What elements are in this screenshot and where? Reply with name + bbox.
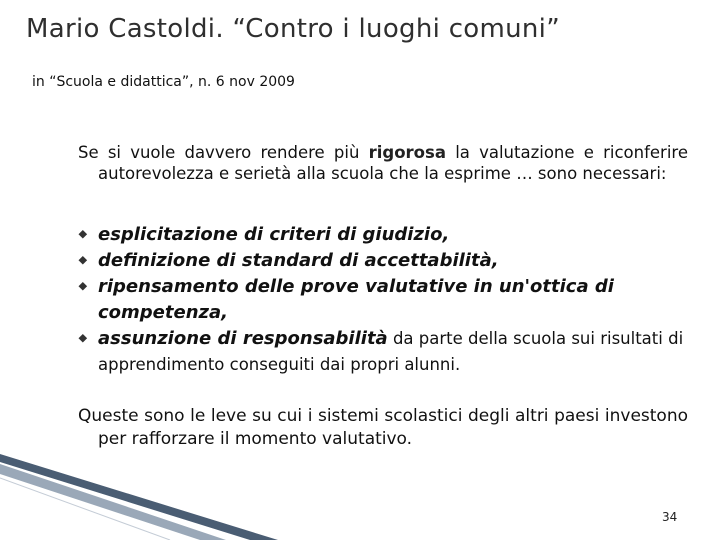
page-number: 34: [662, 510, 678, 524]
list-item-continuation: da parte della scuola sui risultati di apprendimento conseguiti dai propri alunni.: [98, 329, 684, 374]
diamond-bullet-icon: ⯁: [78, 228, 88, 242]
diamond-bullet-icon: ⯁: [78, 254, 88, 268]
decor-wedge-light: [0, 464, 226, 540]
diamond-bullet-icon: ⯁: [78, 280, 88, 294]
list-item: [78, 248, 688, 274]
list-item-text: esplicitazione di criteri di giudizio,: [98, 224, 450, 245]
intro-paragraph-block: [78, 142, 688, 184]
decor-wedge-dark: [0, 454, 278, 540]
intro-emphasis: rigorosa: [368, 143, 446, 162]
diamond-bullet-icon: ⯁: [78, 332, 88, 346]
list-item: [78, 326, 688, 378]
intro-paragraph: [78, 142, 688, 184]
list-item-text: definizione di standard di accettabilità,: [98, 250, 499, 271]
list-item-text: assunzione di responsabilità: [98, 328, 388, 349]
slide-title: Mario Castoldi. “Contro i luoghi comuni”: [26, 14, 560, 44]
conclusion-paragraph: Queste sono le leve su cui i sistemi scolastici degli altri paesi investono per rafforzare il momento valutativo.: [78, 406, 688, 449]
decorative-corner-lines: [0, 440, 720, 540]
list-item: [78, 274, 688, 326]
intro-text-before: Se si vuole davvero rendere più: [78, 143, 369, 162]
list-item: [78, 222, 688, 248]
intro-text-after: la valutazione e riconferire autorevolezza e serietà alla scuola che la esprime … sono necessari:: [98, 143, 688, 183]
slide-subtitle: in “Scuola e didattica”, n. 6 nov 2009: [32, 74, 295, 90]
requirements-list: [78, 222, 688, 378]
list-item-text: ripensamento delle prove valutative in un'ottica di competenza,: [98, 276, 614, 323]
